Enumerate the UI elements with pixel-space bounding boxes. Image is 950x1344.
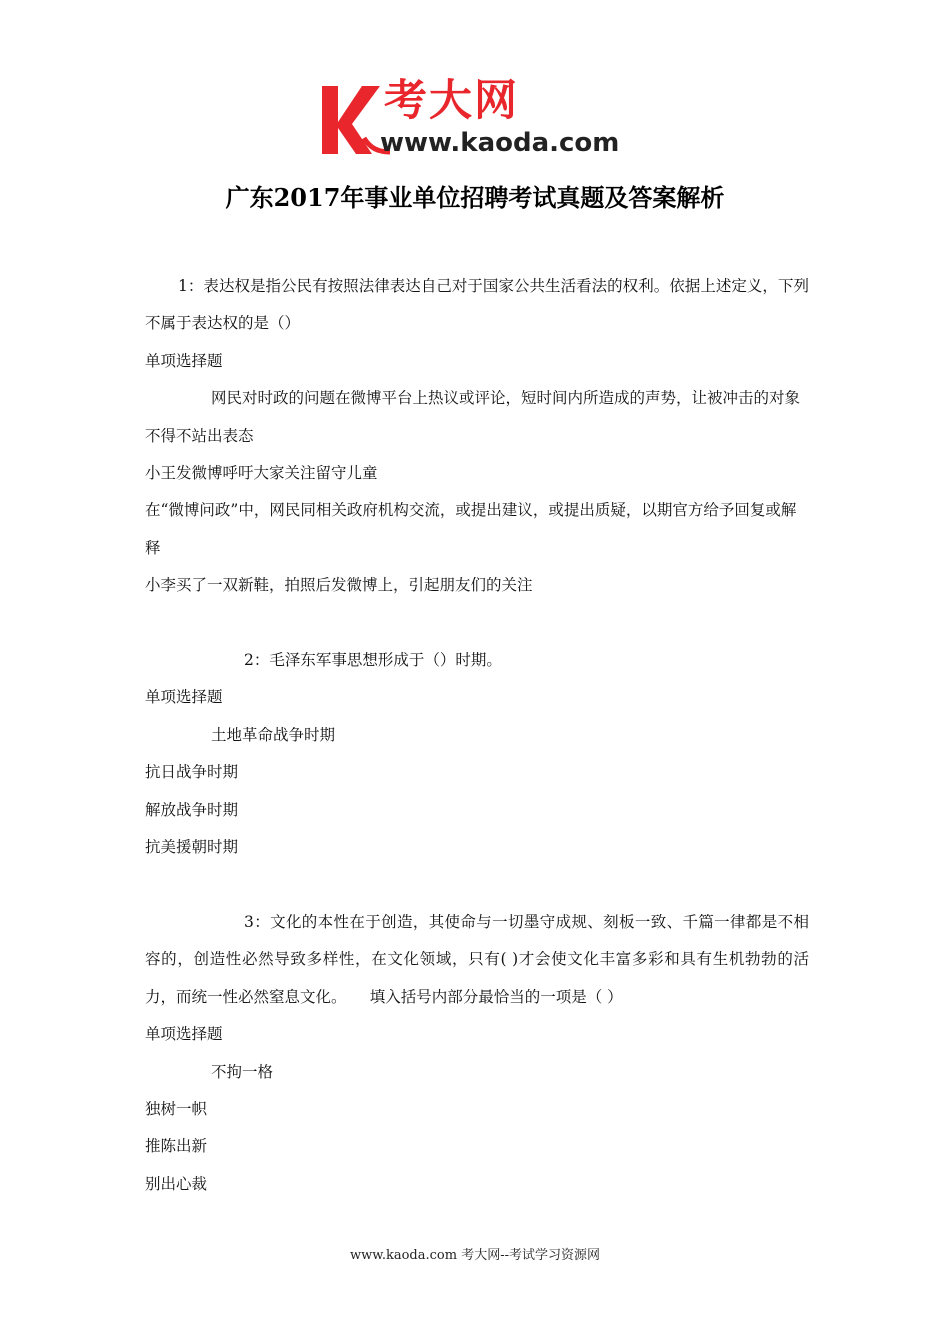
option-c: 解放战争时期 xyxy=(145,800,239,819)
question-2 xyxy=(145,642,809,866)
option-d: 小李买了一双新鞋，拍照后发微博上，引起朋友们的关注 xyxy=(145,576,533,595)
option-b: 独树一帜 xyxy=(145,1099,208,1118)
question-stem: 2：毛泽东军事思想形成于（）时期。 xyxy=(244,651,502,670)
question-stem: 3：文化的本性在于创造，其使命与一切墨守成规、刻板一致、千篇一律都是不相容的，创造性必然导致多样性，在文化领域，只有( )才会使文化丰富多彩和具有生机勃勃的活力，而统一性必然窒息文化。 填入括号内部分最恰当的一项是（ ） xyxy=(145,912,809,1006)
question-gap xyxy=(145,605,809,642)
option-d: 抗美援朝时期 xyxy=(145,838,239,857)
option-c: 推陈出新 xyxy=(145,1137,208,1156)
question-gap xyxy=(145,866,809,903)
option-c: 在“微博问政”中，网民同相关政府机构交流，或提出建议，或提出质疑，以期官方给予回复或解释 xyxy=(145,501,797,557)
question-type: 单项选择题 xyxy=(145,688,223,707)
option-d: 别出心裁 xyxy=(145,1174,208,1193)
kaoda-logo xyxy=(318,76,638,162)
option-a: 网民对时政的问题在微博平台上热议或评论，短时间内所造成的声势，让被冲击的对象不得不站出表态 xyxy=(145,389,801,445)
page-title: 广东2017年事业单位招聘考试真题及答案解析 xyxy=(225,183,725,212)
question-type: 单项选择题 xyxy=(145,1025,223,1044)
question-3 xyxy=(145,904,809,1203)
option-a: 土地革命战争时期 xyxy=(211,725,336,744)
page-footer: www.kaoda.com 考大网--考试学习资源网 xyxy=(350,1248,600,1263)
question-list xyxy=(145,268,809,1203)
option-a: 不拘一格 xyxy=(211,1062,274,1081)
option-b: 抗日战争时期 xyxy=(145,763,239,782)
logo-brand-cn: 考大网 xyxy=(384,76,519,126)
logo-brand-url: www.kaoda.com xyxy=(380,128,620,158)
question-stem: 1：表达权是指公民有按照法律表达自己对于国家公共生活看法的权利。依据上述定义，下列不属于表达权的是（） xyxy=(145,277,809,333)
question-1 xyxy=(145,268,809,605)
option-b: 小王发微博呼吁大家关注留守儿童 xyxy=(145,464,378,483)
question-type: 单项选择题 xyxy=(145,351,223,370)
